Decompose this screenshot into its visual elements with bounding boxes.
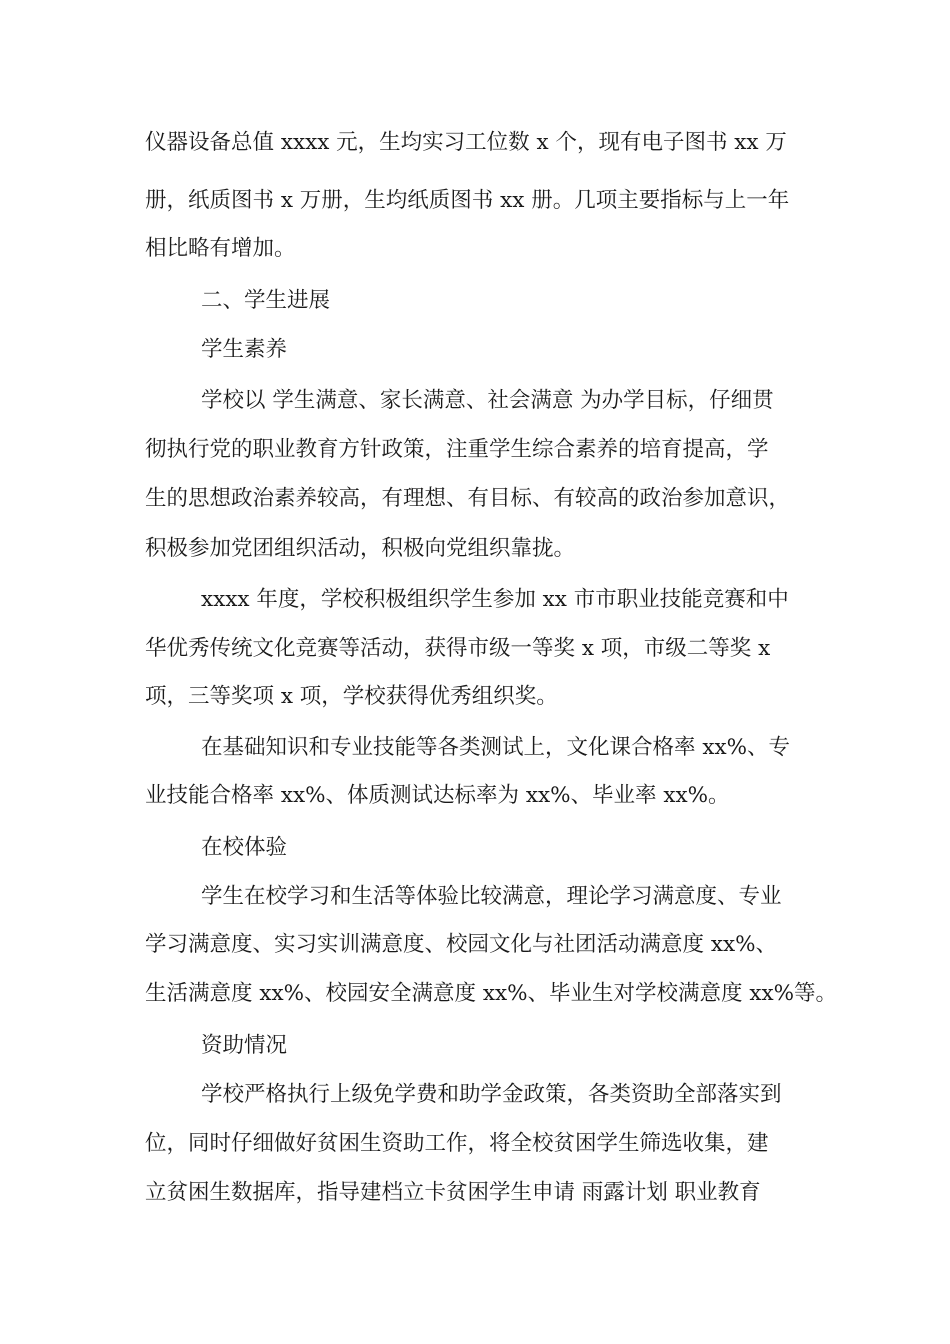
body-text-line: 立贫困生数据库，指导建档立卡贫困学生申请 雨露计划 职业教育 xyxy=(145,1180,761,1205)
body-text-line: 学习满意度、实习实训满意度、校园文化与社团活动满意度 xx%、 xyxy=(145,932,778,957)
body-text-line: 生活满意度 xx%、校园安全满意度 xx%、毕业生对学校满意度 xx%等。 xyxy=(145,981,838,1006)
body-text-line: 册，纸质图书 x 万册，生均纸质图书 xx 册。几项主要指标与上一年 xyxy=(145,188,790,213)
section-heading: 二、学生进展 xyxy=(201,288,331,313)
body-text-line: 生的思想政治素养较高，有理想、有目标、有较高的政治参加意识， xyxy=(145,486,791,511)
subsection-heading: 在校体验 xyxy=(201,835,288,860)
body-text-line: 学校以 学生满意、家长满意、社会满意 为办学目标，仔细贯 xyxy=(201,388,774,413)
body-text-line: 位，同时仔细做好贫困生资助工作，将全校贫困学生筛选收集，建 xyxy=(145,1131,769,1156)
body-text-line: 项，三等奖项 x 项，学校获得优秀组织奖。 xyxy=(145,684,558,709)
body-text-line: 积极参加党团组织活动，积极向党组织靠拢。 xyxy=(145,536,576,561)
body-text-line: 彻执行党的职业教育方针政策，注重学生综合素养的培育提高，学 xyxy=(145,437,769,462)
body-text-line: 学校严格执行上级免学费和助学金政策，各类资助全部落实到 xyxy=(201,1082,782,1107)
body-text-line: 学生在校学习和生活等体验比较满意，理论学习满意度、专业 xyxy=(201,884,782,909)
body-text-line: 仪器设备总值 xxxx 元，生均实习工位数 x 个，现有电子图书 xx 万 xyxy=(145,130,787,155)
body-text-line: 华优秀传统文化竞赛等活动，获得市级一等奖 x 项，市级二等奖 x xyxy=(145,636,771,661)
subsection-heading: 资助情况 xyxy=(201,1033,288,1058)
body-text-line: 在基础知识和专业技能等各类测试上，文化课合格率 xx%、专 xyxy=(201,735,791,760)
body-text-line: xxxx 年度，学校积极组织学生参加 xx 市市职业技能竞赛和中 xyxy=(201,587,789,612)
subsection-heading: 学生素养 xyxy=(201,337,288,362)
body-text-line: 业技能合格率 xx%、体质测试达标率为 xx%、毕业率 xx%。 xyxy=(145,783,730,808)
body-text-line: 相比略有增加。 xyxy=(145,236,296,261)
